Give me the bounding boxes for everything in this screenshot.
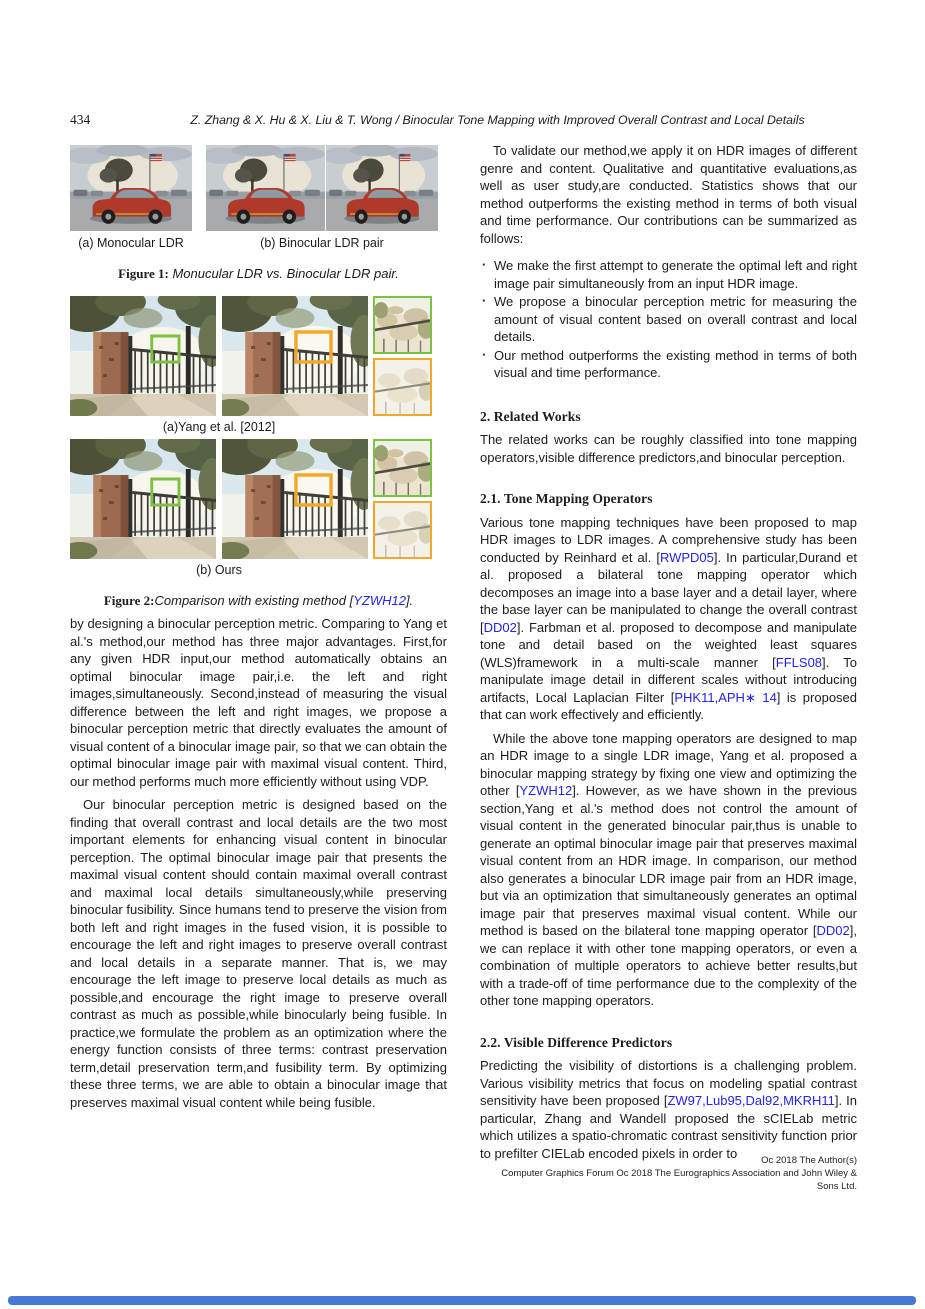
- gate-scene-illustration: [222, 296, 368, 416]
- figure2b-image-right: [222, 439, 368, 559]
- gate-scene-illustration: [222, 439, 368, 559]
- figure2-caption-label: Figure 2:: [103, 593, 155, 608]
- figure1-sublabel-b: (b) Binocular LDR pair: [260, 236, 384, 250]
- figure2-row-a: [70, 296, 447, 416]
- figure1-image-monocular: [70, 145, 192, 231]
- citation-link[interactable]: ZW97,Lub95,Dal92,MKRH11: [667, 1093, 835, 1108]
- figure2-caption: [70, 592, 447, 609]
- figure2a-image-right: [222, 296, 368, 416]
- section-heading-vdp: 2.2. Visible Difference Predictors: [480, 1034, 673, 1050]
- figure2b-crops: [373, 439, 432, 559]
- figure2a-crop-green: [373, 296, 432, 354]
- detail-crop-illustration: [375, 298, 430, 352]
- citation-link[interactable]: PHK11,APH∗ 14: [674, 689, 777, 705]
- citation-link[interactable]: RWPD05: [659, 549, 714, 565]
- detail-crop-illustration: [375, 503, 430, 557]
- paragraph-tone-mapping-2: While the above tone mapping operators are designed to map an HDR image to a single LDR image, Yang et al. proposed a binocular mapping strategy by fixing one view and optimizing the other [YZWH12]. However, as we have shown in the previous section,Yang et al.'s method does not control the amount of visual content in the generated binocular pair,thus is unable to generate an optimal binocular image pair that preserves maximal visual content from an HDR image. In comparison, our method also generates a binocular LDR image pair from an HDR image, but via an optimization that simultaneously generates an optimal image pair that preserves maximal visual content. While our method is based on the bilateral tone mapping operator [DD02], we can replace it with other tone mapping operators, or even a combination of multiple operators to achieve better results,but with a trade-off of time performance due to the complexity of the other tone mapping operators.: [480, 730, 857, 1008]
- figure1-sublabels: [70, 235, 447, 251]
- section-heading-tone-mapping: 2.1. Tone Mapping Operators: [480, 491, 653, 506]
- gate-scene-illustration: [70, 296, 216, 416]
- figure2b-crop-green: [373, 439, 432, 497]
- contribution-item: · Our method outperforms the existing method in terms of both visual and time performance.: [480, 347, 857, 382]
- figure2a-crops: [373, 296, 432, 416]
- paragraph-right-1: To validate our method,we apply it on HDR images of different genre and content. Qualitative and quantitative evaluations,as well as user study,are conducted. Statistics shows that our method outperforms the existing method in terms of both visual and time performance. Our contributions can be summarized as follows:: [480, 143, 857, 246]
- paragraph-vdp: Predicting the visibility of distortions is a challenging problem. Various visibility metrics that focus on modeling spatial contrast sensitivity have been proposed [ZW97,Lub95,Dal92,MKRH11]. In particular, Zhang and Wandell proposed the sCIELab metric which utilizes a spatio-chromatic contrast sensitivity function prior to prefilter CIELab encoded pixels in order to: [480, 1058, 857, 1161]
- figure2a-image-left: [70, 296, 216, 416]
- citation-link[interactable]: YZWH12: [519, 783, 573, 798]
- paragraph-left-1: by designing a binocular perception metric. Comparing to Yang et al.'s method,our method has three major advantages. First,for any given HDR input,our method automatically obtains an optimal binocular image pair,i.e. the left and right images,simultaneously. Second,instead of measuring the visual difference between the left and right images, we propose a binocular perception metric that directly evaluates the amount of visual content of a binocular image pair, so that we can obtain the optimal binocular image pair with maximal visual content. Third, our method performs much more efficiently without using VDP.: [70, 616, 447, 789]
- section-heading-related-works: 2. Related Works: [480, 408, 581, 424]
- paragraph-related-works: The related works can be roughly classified into tone mapping operators,visible difference predictors,and binocular perception.: [480, 432, 857, 465]
- copyright-line-2: Computer Graphics Forum Oc 2018 The Eurographics Association and John Wiley & Sons Ltd.: [501, 1168, 857, 1192]
- figure2b-image-left: [70, 439, 216, 559]
- figure2-row-b: [70, 439, 447, 559]
- figure2-sublabel-a: (a)Yang et al. [2012]: [162, 420, 276, 434]
- citation-link[interactable]: YZWH12: [353, 593, 406, 608]
- figure1-caption-text: Monucular LDR vs. Binocular LDR pair.: [172, 266, 399, 281]
- left-column: [70, 140, 447, 1111]
- running-head: Z. Zhang & X. Hu & X. Liu & T. Wong / Binocular Tone Mapping with Improved Overall Contrast and Local Details: [190, 113, 805, 127]
- figure1: [70, 145, 447, 231]
- page-number: 434: [70, 112, 91, 127]
- car-scene-illustration: [70, 145, 192, 231]
- figure1-caption: [70, 265, 447, 282]
- detail-crop-illustration: [375, 441, 430, 495]
- bottom-scrollbar[interactable]: [8, 1296, 916, 1305]
- figure1-image-binocular-right: [326, 145, 438, 231]
- figure1-image-binocular-left: [206, 145, 325, 231]
- figure2-caption-text: Comparison with existing method [YZWH12].: [154, 593, 414, 608]
- figure1-caption-label: Figure 1:: [118, 266, 169, 281]
- figure2-sublabel-b: (b) Ours: [196, 563, 242, 577]
- contribution-item: · We make the first attempt to generate the optimal left and right image pair simultaneously from an input HDR image.: [480, 257, 857, 292]
- paragraph-left-2: Our binocular perception metric is designed based on the finding that overall contrast and local details are the two most important elements for enhancing visual content in binocular perception. The optimal binocular image pair that presents the maximal visual content should contain maximal overall contrast and maximal local details simultaneously,while preserving binocular fusibility. Since humans tend to preserve the vision from both left and right images in the fused vision, it is possible to encourage the left and right images to preserve overall contrast and local details in a separate manner. That is, we may encourage the left image to preserve local details as much as possible,and encourage the right image to preserve overall contrast as much as possible,while binocularly being fusible. In practice,we formulate the problem as an optimization where the energy function consists of three terms: contrast preservation term,detail preservation term,and fusibility term. By optimizing these three terms, we are able to obtain a binocular image that preserves maximal visual content while being fusible.: [70, 797, 447, 1110]
- right-column: [480, 140, 857, 1162]
- figure1-sublabel-a: (a) Monocular LDR: [78, 236, 184, 250]
- car-scene-illustration: [326, 145, 438, 231]
- figure2a-crop-orange: [373, 358, 432, 416]
- gate-scene-illustration: [70, 439, 216, 559]
- paragraph-tone-mapping-1: Various tone mapping techniques have been proposed to map HDR images to LDR images. A comprehensive study has been conducted by Reinhard et al. [RWPD05]. In particular,Durand et al. proposed a bilateral tone mapping operator which decomposes an image into a base layer and a detail layer, where the base layer can be manipulated to change the overall contrast [DD02]. Farbman et al. proposed to decompose and manipulate tone and detail based on the weighted least squares (WLS)framework in a multi-scale manner [FFLS08]. To manipulate image detail in different scales without introducing artifacts, Local Laplacian Filter [PHK11,APH∗ 14] is proposed that can work effectively and efficiently.: [480, 514, 858, 722]
- figure2b-crop-orange: [373, 501, 432, 559]
- contributions-list: [480, 257, 857, 382]
- car-scene-illustration: [206, 145, 325, 231]
- copyright-line-1: Oc 2018 The Author(s): [761, 1155, 857, 1166]
- citation-link[interactable]: DD02: [816, 923, 850, 938]
- copyright-footer: [480, 1154, 857, 1193]
- citation-link[interactable]: FFLS08: [775, 654, 823, 670]
- contribution-item: · We propose a binocular perception metric for measuring the amount of visual content based on overall contrast and local details.: [480, 293, 857, 346]
- citation-link[interactable]: DD02: [483, 619, 517, 635]
- detail-crop-illustration: [375, 360, 430, 414]
